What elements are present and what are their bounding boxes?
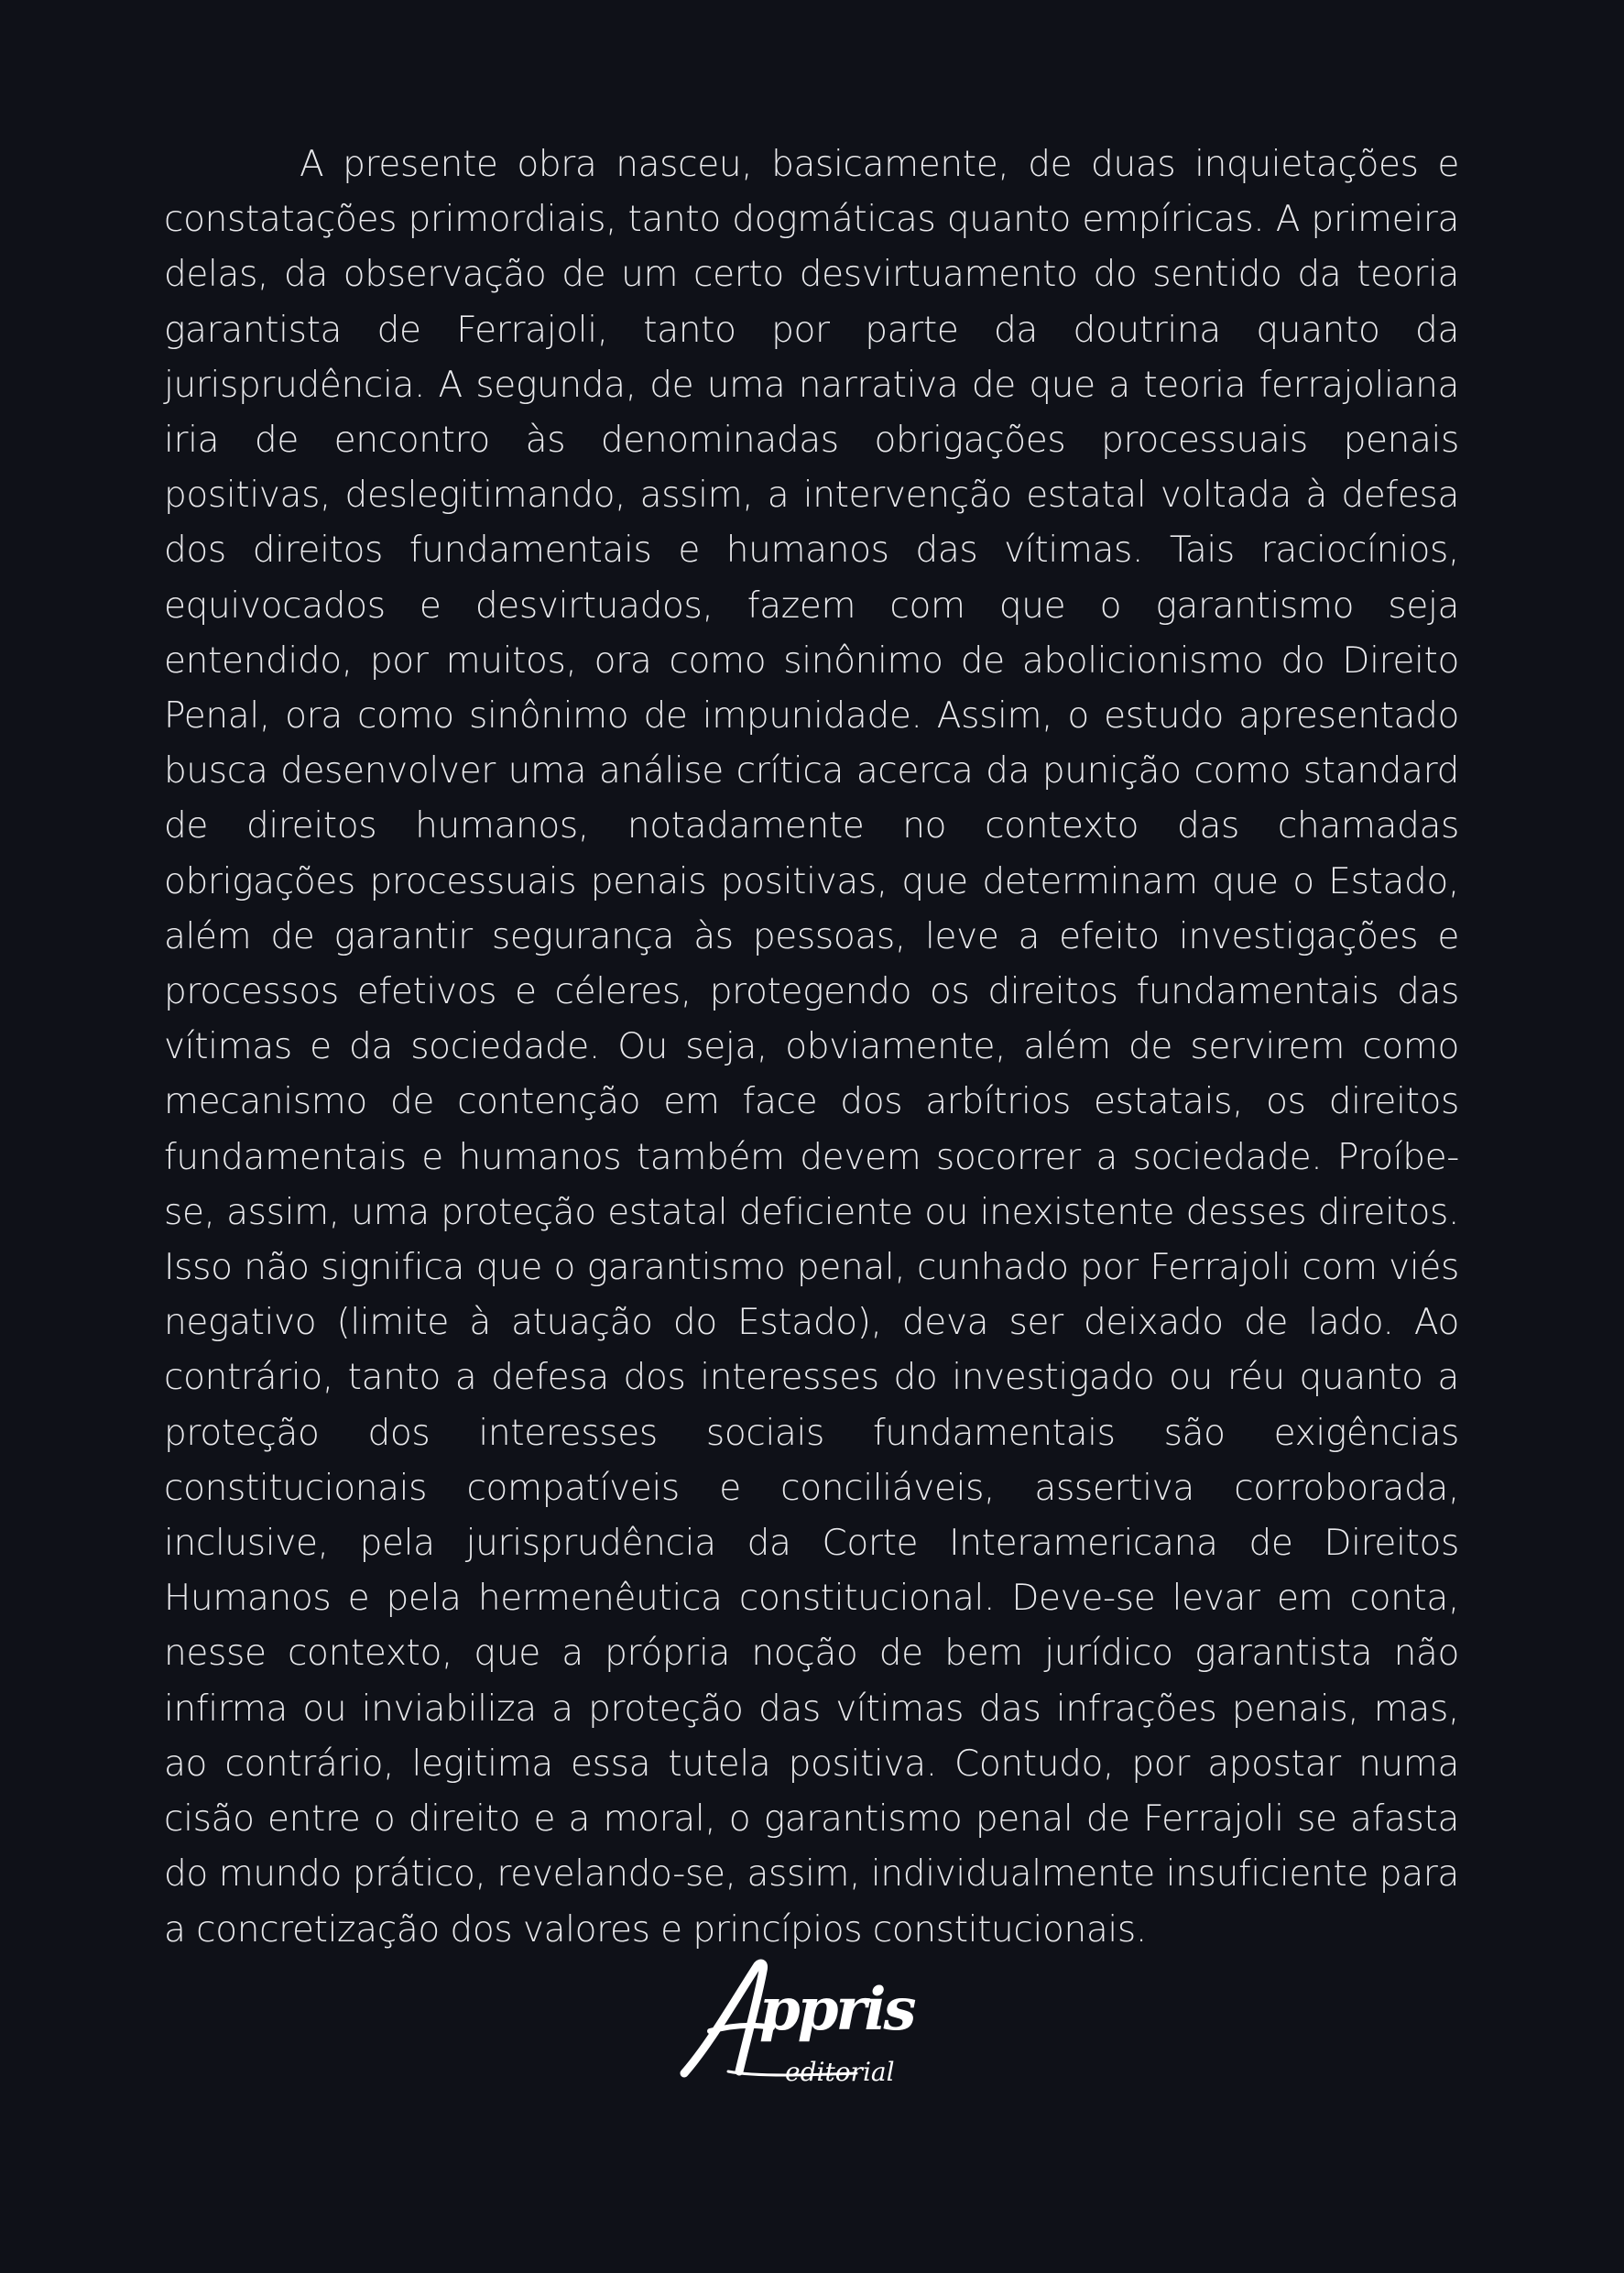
publisher-logo	[673, 1956, 966, 2093]
logo-subtext: editorial	[785, 2057, 895, 2087]
synopsis-text: A presente obra nasceu, basicamente, de duas inquietações e constatações primordiais, tanto dogmáticas quanto empíricas. A primeira delas, da observação de um certo desvirtuamento do sentido da teoria garantista de Ferrajoli, tanto por parte da doutrina quanto da jurisprudência. A segunda, de uma narrativa de que a teoria ferrajoliana iria de encontro às denominadas obrigações processuais penais positivas, deslegitimando, assim, a intervenção estatal voltada à defesa dos direitos fundamentais e humanos das vítimas. Tais raciocínios, equivocados e desvirtuados, fazem com que o garantismo seja entendido, por muitos, ora como sinônimo de abolicionismo do Direito Penal, ora como sinônimo de impunidade. Assim, o estudo apresentado busca desenvolver uma análise crítica acerca da punição como standard de direitos humanos, notadamente no contexto das chamadas obrigações processuais penais positivas, que determinam que o Estado, além de garantir segurança às pessoas, leve a efeito investigações e processos efetivos e céleres, protegendo os direitos fundamentais das vítimas e da sociedade. Ou seja, obviamente, além de servirem como mecanismo de contenção em face dos arbítrios estatais, os direitos fundamentais e humanos também devem socorrer a sociedade. Proíbe-se, assim, uma proteção estatal deficiente ou inexistente desses direitos. Isso não significa que o garantismo penal, cunhado por Ferrajoli com viés negativo (limite à atuação do Estado), deva ser deixado de lado. Ao contrário, tanto a defesa dos interesses do investigado ou réu quanto a proteção dos interesses sociais fundamentais são exigências constitucionais compatíveis e conciliáveis, assertiva corroborada, inclusive, pela jurisprudência da Corte Interamericana de Direitos Humanos e pela hermenêutica constitucional. Deve-se levar em conta, nesse contexto, que a própria noção de bem jurídico garantista não infirma ou inviabiliza a proteção das vítimas das infrações penais, mas, ao contrário, legitima essa tutela positiva. Contudo, por apostar numa cisão entre o direito e a moral, o garantismo penal de Ferrajoli se afasta do mundo prático, revelando-se, assim, individualmente insuficiente para a concretização dos valores e princípios constitucionais.	[164, 144, 1459, 1951]
appris-logo-mark	[673, 1956, 966, 2093]
logo-wordmark: ppris	[759, 1975, 914, 2044]
